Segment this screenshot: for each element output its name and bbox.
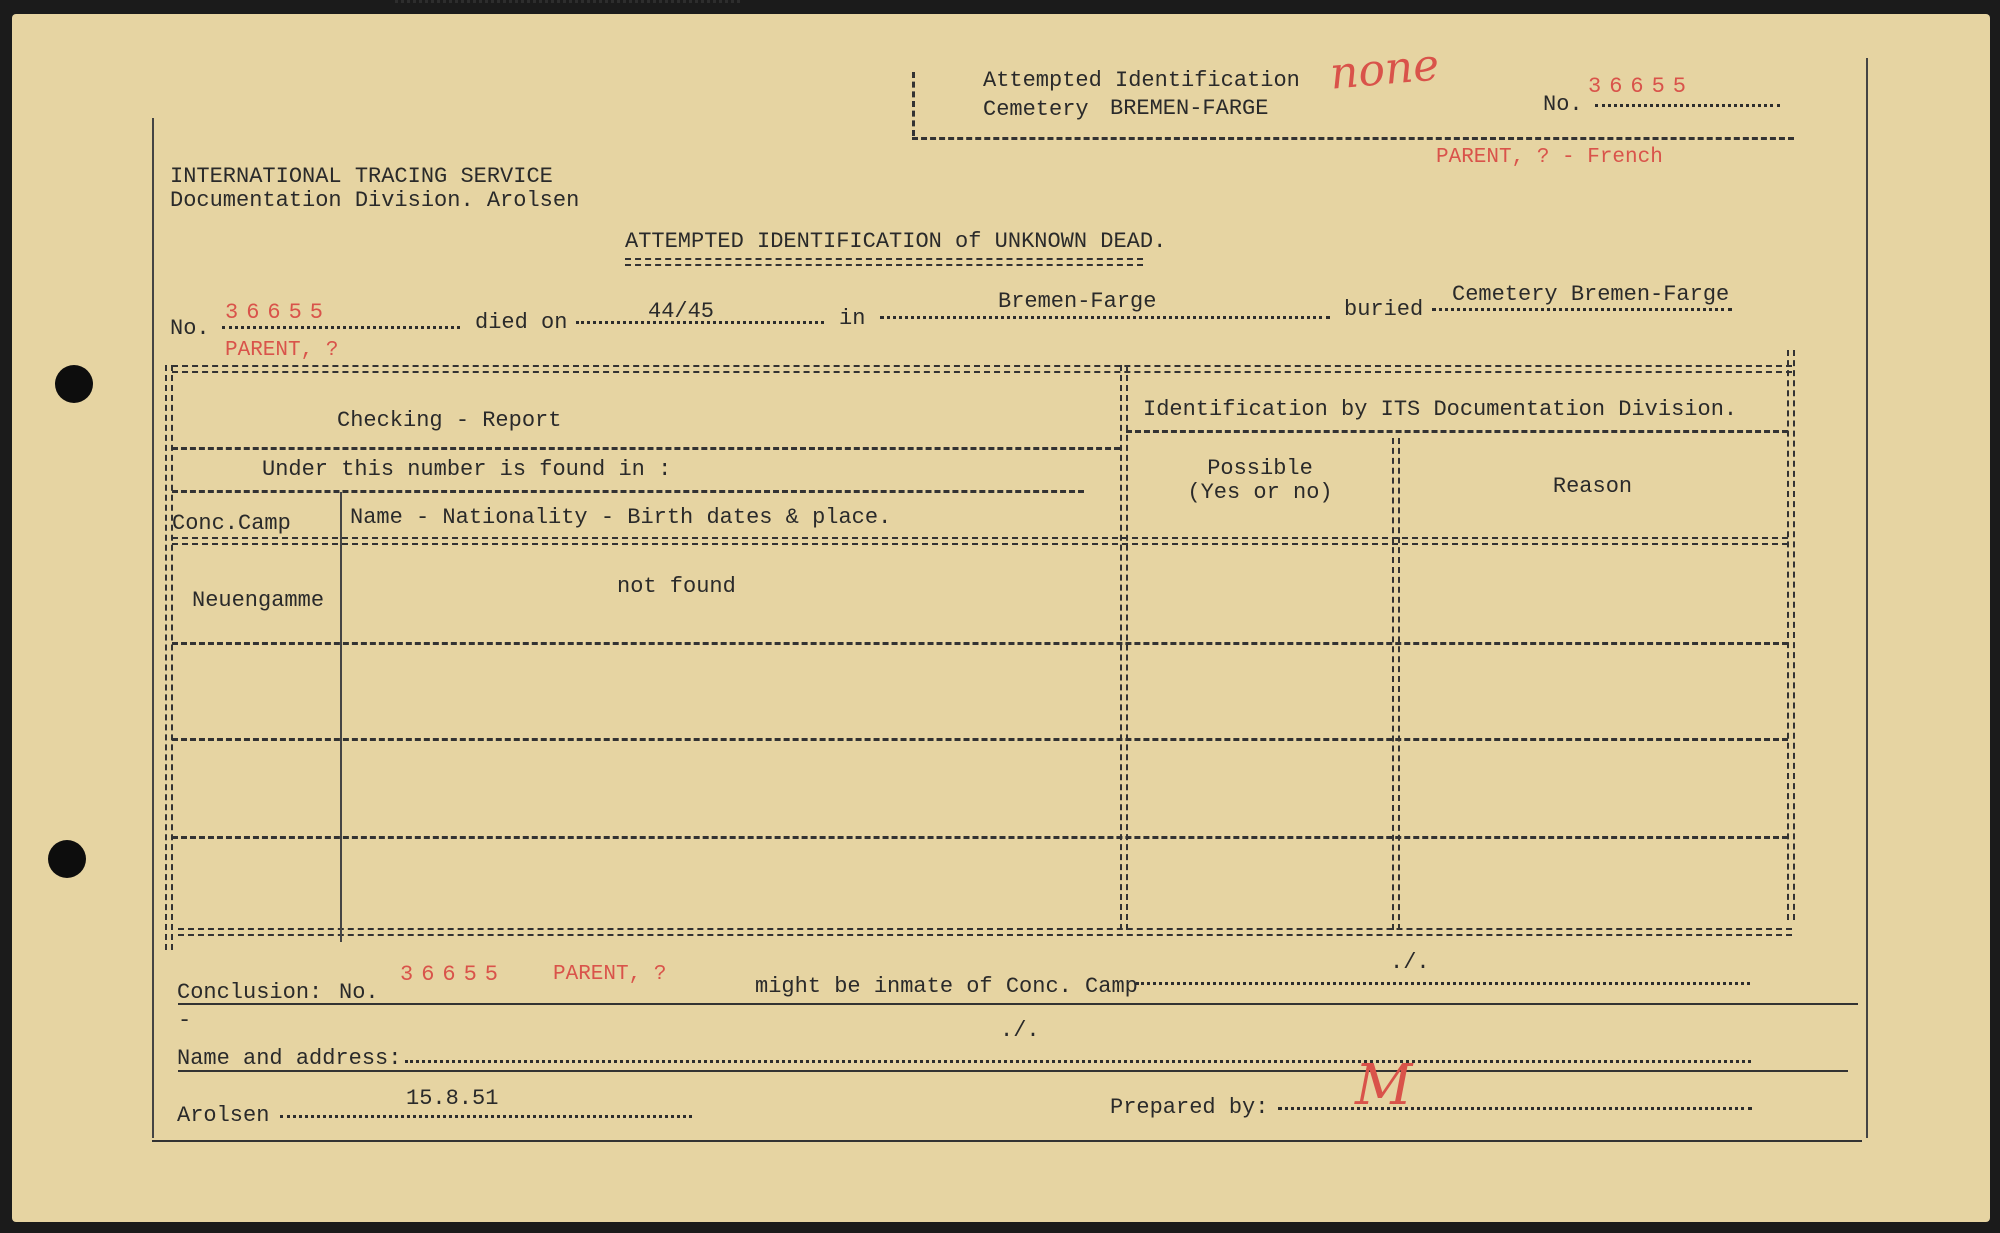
row-divider-1 [172,642,1788,645]
footer-place-dots [280,1115,692,1118]
footer-place-label: Arolsen [177,1103,270,1128]
table-left-border [165,365,173,950]
record-in-value: Bremen-Farge [998,289,1157,314]
address-label: Name and address: [177,1046,402,1071]
conclusion-no-dots [395,0,740,3]
identification-header: Identification by ITS Documentation Division. [1143,397,1738,422]
record-no-label: No. [170,316,210,341]
footer-date: 15.8.51 [406,1086,499,1111]
col-possible-header-line2: (Yes or no) [1187,480,1333,505]
table-bottom-line [178,928,1792,936]
col-reason-header: Reason [1552,474,1633,499]
address-dots [405,1060,1751,1063]
row-divider-3 [172,836,1788,839]
conclusion-name: PARENT, ? [553,963,667,986]
header-cemetery-label: Cemetery [983,97,1089,122]
checking-report-header: Checking - Report [337,408,562,433]
record-name: PARENT, ? [225,339,339,362]
record-buried-label: buried [1344,297,1424,322]
org-name: INTERNATIONAL TRACING SERVICE [170,164,553,189]
header-row-divider-left [172,447,1120,450]
conclusion-camp-value: ./. [1390,950,1430,975]
header-number: 36655 [1588,74,1695,99]
col-camp-header: Conc.Camp [172,511,291,536]
punch-hole-top [55,365,93,403]
header-name-note: PARENT, ? - French [1436,146,1663,169]
record-number: 36655 [225,300,332,325]
header-box-title: Attempted Identification [983,68,1300,93]
form-title: ATTEMPTED IDENTIFICATION of UNKNOWN DEAD. [625,229,1167,254]
table-top-line [172,365,1792,373]
conclusion-label: Conclusion: [177,980,323,1005]
prepared-by-label: Prepared by: [1110,1095,1269,1120]
found-in-label: Under this number is found in : [262,457,672,482]
record-no-dots [222,326,460,329]
header-no-label: No. [1543,92,1583,117]
frame-right-line [1866,58,1868,1138]
record-buried-value: Cemetery Bremen-Farge [1452,282,1730,307]
header-no-dots [1595,104,1780,107]
frame-left-line [152,118,154,1138]
row-divider-2 [172,738,1788,741]
frame-bottom-line [152,1140,1862,1142]
table-camp-divider [340,492,342,942]
record-in-dots [880,316,1330,319]
address-value: ./. [1000,1018,1040,1043]
record-died-label: died on [475,310,568,335]
conclusion-dash: - [178,1008,192,1033]
conclusion-no-label: No. [339,980,379,1005]
table-right-border [1787,350,1795,920]
col-possible-header-line1: Possible [1207,456,1313,481]
address-rule [178,1070,1848,1072]
found-in-underline [172,490,1084,493]
prepared-by-initial: M [1355,1053,1413,1118]
header-box-bottom-line [912,137,1794,140]
conclusion-camp-dots [1136,982,1750,985]
header-bottom-double-line [172,537,1788,545]
handwritten-none-mark: none [1327,39,1442,100]
record-died-value: 44/45 [648,299,715,324]
conclusion-inmate-text: might be inmate of Conc. Camp [755,974,1138,999]
prepared-by-dots [1278,1107,1752,1110]
conclusion-number: 36655 [400,962,507,987]
record-in-label: in [839,306,866,331]
col-name-header: Name - Nationality - Birth dates & place. [350,505,892,530]
org-division: Documentation Division. Arolsen [170,188,580,213]
punch-hole-bottom [48,840,86,878]
header-row-divider-right [1126,430,1788,433]
header-cemetery-value: BREMEN-FARGE [1110,96,1269,121]
row-1-details: not found [617,574,736,599]
conclusion-rule [178,1003,1858,1005]
form-title-underline [625,258,1143,266]
row-1-camp: Neuengamme [192,588,325,613]
header-box-left-line [912,72,915,136]
record-buried-dots [1432,308,1732,311]
table-possible-divider [1392,438,1400,930]
table-mid-divider [1120,365,1128,930]
